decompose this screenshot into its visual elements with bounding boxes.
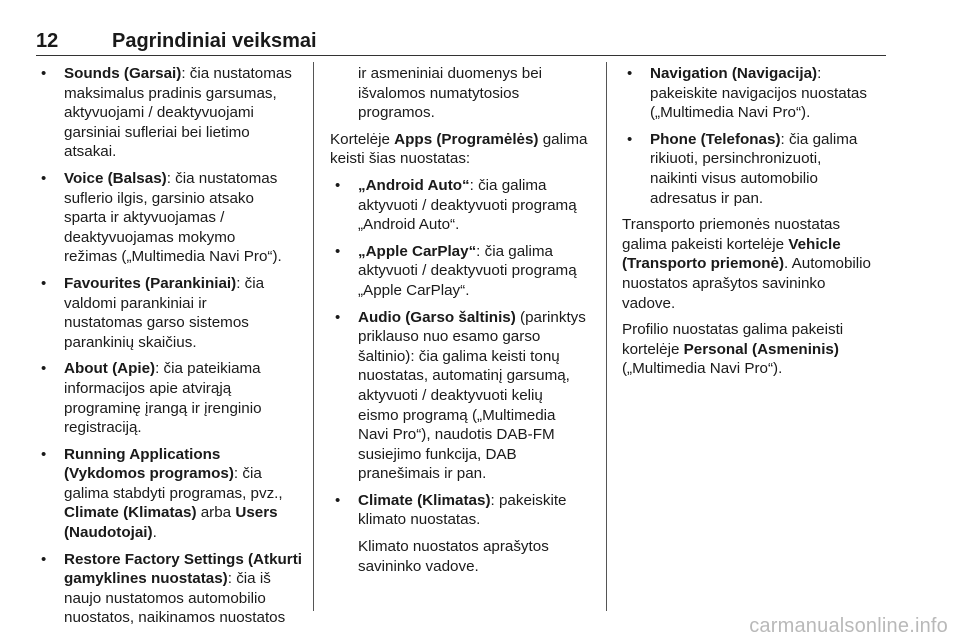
- header-rule: [36, 55, 886, 56]
- text: „Android Auto“.: [358, 216, 460, 234]
- text: maksimalus pradinis garsumas,: [64, 84, 277, 102]
- vehicle-settings-paragraph: [622, 215, 888, 313]
- climate-note: [330, 537, 596, 576]
- term: About (Apie): [64, 360, 156, 378]
- watermark: carmanualsonline.info: [749, 615, 948, 637]
- text: Profilio nuostatas galima pakeisti: [622, 321, 844, 339]
- text: naikinti visus automobilio: [650, 169, 818, 187]
- list-item-about: [36, 359, 302, 437]
- term: Users: [235, 504, 278, 522]
- column-2: [330, 64, 596, 583]
- text: programinę įrangą ir įrenginio: [64, 399, 262, 417]
- text: : čia: [236, 274, 265, 292]
- text: parankinių skaičius.: [64, 333, 197, 351]
- text: galima pakeisti kortelėje: [622, 235, 789, 253]
- text: : čia nustatomas: [166, 169, 278, 187]
- column-3: [622, 64, 888, 386]
- text: naujo nustatomos automobilio: [64, 589, 266, 607]
- text: Klimato nuostatos aprašytos: [358, 538, 549, 556]
- list-item-android-auto: [330, 176, 596, 235]
- term: Audio (Garso šaltinis): [358, 308, 516, 326]
- list-item-audio: [330, 308, 596, 484]
- text: eismo programą („Multimedia: [358, 406, 556, 424]
- text: rikiuoti, persinchronizuoti,: [650, 150, 822, 168]
- text: valdomi parankiniai ir: [64, 294, 207, 312]
- text: programos.: [358, 104, 435, 122]
- text: : čia: [233, 465, 262, 483]
- text: : čia galima: [469, 176, 547, 194]
- text: sparta ir aktyvuojamas /: [64, 209, 225, 227]
- text: deaktyvuojamas mokymo: [64, 228, 236, 246]
- text: : čia galima: [476, 242, 553, 260]
- text: atsakai.: [64, 143, 117, 161]
- term: Voice (Balsas): [64, 169, 167, 187]
- term: „Apple CarPlay“: [358, 242, 477, 260]
- text: išvalomos numatytosios: [358, 84, 520, 102]
- text: garsiniai sufleriai bei lietimo: [64, 123, 250, 141]
- text: Kortelėje: [330, 130, 395, 148]
- list-item-running-applications: [36, 445, 302, 543]
- text: adresatus ir pan.: [650, 189, 764, 207]
- text: nustatomas garso sistemos: [64, 314, 249, 332]
- term: gamyklines nuostatas): [64, 570, 228, 588]
- text: priklauso nuo esamo garso: [358, 328, 541, 346]
- term: Apps (Programėlės): [394, 130, 539, 148]
- text: „Apple CarPlay“.: [358, 281, 470, 299]
- text: . Automobilio: [784, 255, 871, 273]
- text: aktyvuoti / deaktyvuoti kelių: [358, 386, 543, 404]
- text: .: [152, 524, 157, 542]
- list-item-restore-factory-settings: [36, 550, 302, 628]
- text: keisti šias nuostatas:: [330, 150, 471, 168]
- column-divider-2: [606, 62, 607, 611]
- term: Restore Factory Settings (Atkurti: [64, 550, 302, 568]
- page-number: 12: [36, 30, 59, 52]
- text: : čia nustatomas: [181, 65, 292, 82]
- text: Navi Pro“), naudotis DAB-FM: [358, 426, 555, 444]
- text: šaltinio): čia galima keisti tonų: [358, 347, 560, 365]
- text: galima stabdyti programas, pvz.,: [64, 484, 283, 502]
- column-1: [36, 64, 302, 635]
- text: kortelėje: [622, 340, 684, 358]
- text: (parinktys: [515, 308, 586, 326]
- column-divider-1: [313, 62, 314, 611]
- text: aktyvuojami / deaktyvuojami: [64, 104, 254, 122]
- list-item-sounds: [36, 64, 302, 162]
- text: registraciją.: [64, 419, 142, 437]
- text: Transporto priemonės nuostatas: [622, 216, 841, 234]
- text: pranešimais ir pan.: [358, 465, 487, 483]
- text: („Multimedia Navi Pro“).: [650, 104, 811, 122]
- text: suflerio ilgis, garsinio atsako: [64, 189, 254, 207]
- term: (Transporto priemonė): [622, 255, 785, 273]
- text: nuostatos, naikinamos nuostatos: [64, 609, 286, 627]
- text: klimato nuostatas.: [358, 511, 481, 529]
- list-item-climate: [330, 491, 596, 530]
- list-item-apple-carplay: [330, 242, 596, 301]
- text: aktyvuoti / deaktyvuoti programą: [358, 196, 577, 214]
- text: režimas („Multimedia Navi Pro“).: [64, 248, 282, 266]
- term: „Android Auto“: [358, 176, 470, 194]
- text: : pakeiskite: [490, 491, 567, 509]
- term: Running Applications: [64, 445, 221, 463]
- text: aktyvuoti / deaktyvuoti programą: [358, 262, 577, 280]
- term: (Vykdomos programos): [64, 465, 234, 483]
- text: („Multimedia Navi Pro“).: [622, 360, 783, 378]
- term: Climate (Klimatas): [358, 491, 491, 509]
- text: vadove.: [622, 294, 676, 312]
- text: savininko vadove.: [358, 557, 479, 575]
- list-item-voice: [36, 169, 302, 267]
- term: Sounds (Garsai): [64, 65, 182, 82]
- text: galima: [538, 130, 588, 148]
- text: :: [817, 65, 822, 82]
- term: Vehicle: [788, 235, 841, 253]
- text: ir asmeniniai duomenys bei: [358, 65, 543, 82]
- text: : čia iš: [227, 570, 271, 588]
- term: Phone (Telefonas): [650, 130, 781, 148]
- list-item-phone: [622, 130, 888, 208]
- text: informacijos apie atvirąją: [64, 379, 232, 397]
- text: susiejimo funkcija, DAB: [358, 445, 517, 463]
- text: nuostatas, automatinį garsumą,: [358, 367, 570, 385]
- text: nuostatos aprašytos savininko: [622, 274, 826, 292]
- list-item-navigation: [622, 64, 888, 123]
- page-header: [36, 30, 886, 52]
- page-title: Pagrindiniai veiksmai: [112, 30, 317, 52]
- text: : čia pateikiama: [155, 360, 261, 378]
- term: Personal (Asmeninis): [683, 340, 839, 358]
- list-item-favourites: [36, 274, 302, 352]
- term: Favourites (Parankiniai): [64, 274, 237, 292]
- term: (Naudotojai): [64, 524, 153, 542]
- term: Navigation (Navigacija): [650, 65, 818, 82]
- profile-settings-paragraph: [622, 320, 888, 379]
- continued-text: [330, 64, 596, 123]
- text: : čia galima: [780, 130, 858, 148]
- apps-intro-paragraph: [330, 130, 596, 169]
- text: arba: [196, 504, 236, 522]
- term: Climate (Klimatas): [64, 504, 197, 522]
- text: pakeiskite navigacijos nuostatas: [650, 84, 867, 102]
